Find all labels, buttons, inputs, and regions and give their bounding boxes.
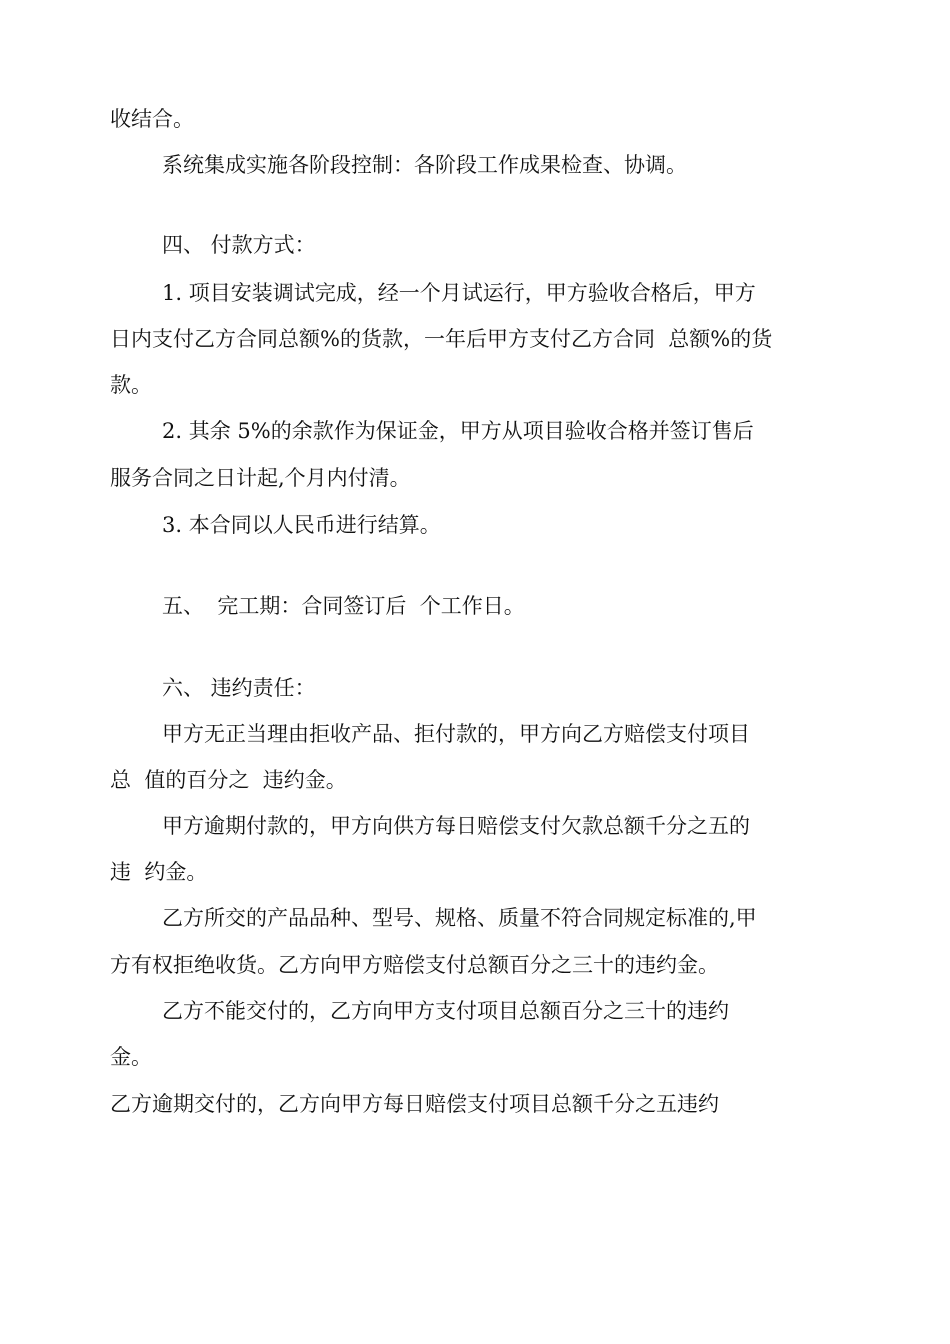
body-text-line: 收结合。	[110, 107, 194, 131]
body-text-line: 方有权拒绝收货。乙方向甲方赔偿支付总额百分之三十的违约金。	[110, 953, 719, 977]
body-text-line: 金。	[110, 1045, 152, 1069]
section-heading: 五、 完工期：合同签订后 个工作日。	[162, 594, 525, 618]
body-text-line: 系统集成实施各阶段控制：各阶段工作成果检查、协调。	[162, 153, 687, 177]
body-text-line: 服务合同之日计起,个月内付清。	[110, 466, 411, 490]
body-text-line: 2. 其余 5%的余款作为保证金，甲方从项目验收合格并签订售后	[162, 419, 754, 443]
body-text-line: 甲方逾期付款的，甲方向供方每日赔偿支付欠款总额千分之五的	[162, 814, 750, 838]
body-text-line: 总 值的百分之 违约金。	[110, 768, 347, 792]
body-text-line: 3. 本合同以人民币进行结算。	[162, 513, 441, 537]
body-text-line: 乙方逾期交付的，乙方向甲方每日赔偿支付项目总额千分之五违约	[110, 1092, 719, 1116]
body-text-line: 乙方所交的产品品种、型号、规格、质量不符合同规定标准的,甲	[162, 906, 757, 930]
body-text-line: 违 约金。	[110, 860, 208, 884]
body-text-line: 1. 项目安装调试完成，经一个月试运行，甲方验收合格后，甲方	[162, 281, 756, 305]
section-heading: 四、 付款方式：	[162, 233, 316, 257]
body-text-line: 甲方无正当理由拒收产品、拒付款的，甲方向乙方赔偿支付项目	[162, 722, 750, 746]
section-heading: 六、 违约责任：	[162, 676, 316, 700]
body-text-line: 日内支付乙方合同总额%的货款，一年后甲方支付乙方合同 总额%的货	[110, 327, 773, 351]
body-text-line: 款。	[110, 373, 152, 397]
body-text-line: 乙方不能交付的，乙方向甲方支付项目总额百分之三十的违约	[162, 999, 729, 1023]
